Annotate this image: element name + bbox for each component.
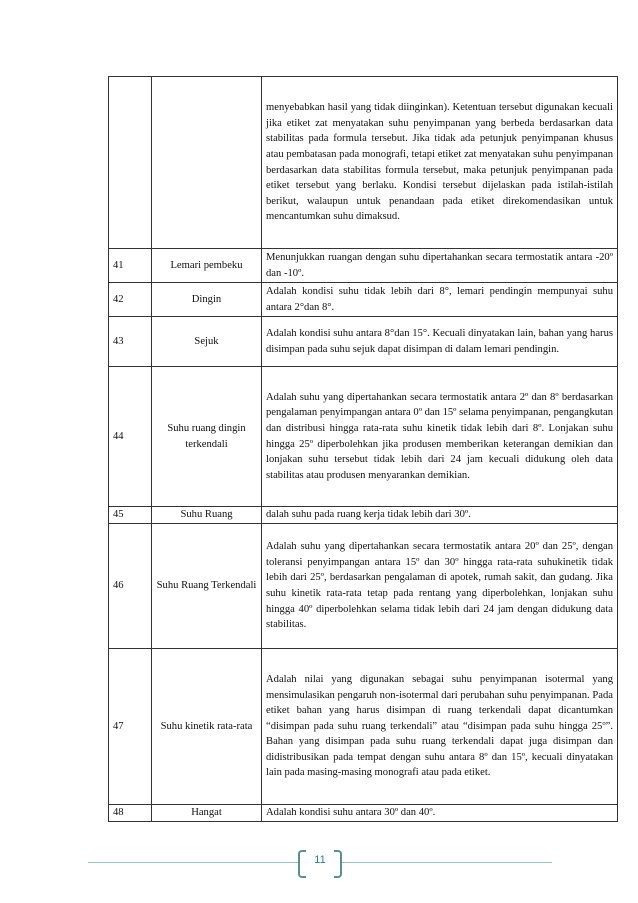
row-number: 42 [109, 283, 152, 317]
row-number: 43 [109, 317, 152, 367]
table-row [109, 524, 618, 649]
row-description: Adalah nilai yang digunakan sebagai suhu penyimpanan isotermal yang mensimulasikan pengaruh non-isotermal dari perubahan suhu penyimpanan. Pada etiket bahan yang harus disimpan di ruang terkendali dapat dicantumkan “disimpan pada suhu ruang terkendali” atau “disimpan pada suhu hingga 25º”. Bahan yang disimpan pada suhu ruang terkendali dapat juga disimpan dan didistribusikan pada tempat dengan suhu antara 8º dan 15º, kecuali dinyatakan lain pada masing-masing monografi atau pada etiket. [262, 649, 618, 805]
row-term: Hangat [152, 805, 262, 822]
row-description: Adalah suhu yang dipertahankan secara termostatik antara 2º dan 8º berdasarkan pengalaman penyimpangan antara 0º dan 15º selama penyimpanan, pengangkutan dan distribusi hingga rata-rata suhu kinetik tidak lebih dari 8º. Lonjakan suhu hingga 25º diperbolehkan jika produsen memberikan keterangan demikian dan lonjakan suhu tersebut tidak lebih dari 24 jam kecuali didukung oleh data stabilitas atau produsen menyarankan demikian. [262, 367, 618, 507]
row-term: Dingin [152, 283, 262, 317]
table-row [109, 317, 618, 367]
row-term [152, 77, 262, 249]
row-term: Suhu Ruang Terkendali [152, 524, 262, 649]
row-term: Suhu Ruang [152, 507, 262, 524]
definitions-table [108, 76, 618, 822]
row-number [109, 77, 152, 249]
page-footer [0, 848, 638, 878]
left-bracket-icon [298, 850, 306, 878]
row-number: 41 [109, 249, 152, 283]
row-description: Adalah suhu yang dipertahankan secara termostatik antara 20º dan 25º, dengan toleransi penyimpangan antara 15º dan 30º hingga rata-rata suhukinetik tidak lebih dari 25º, berdasarkan pengalaman di apotek, rumah sakit, dan gudang. Jika suhu kinetik rata-rata tetap pada rentang yang diperbolehkan, lonjakan suhu hingga 40º diperbolehkan selama tidak lebih dari 24 jam dengan didukung data stabilitas. [262, 524, 618, 649]
row-term: Lemari pembeku [152, 249, 262, 283]
row-description: Adalah kondisi suhu tidak lebih dari 8°, lemari pendingin mempunyai suhu antara 2°dan 8°. [262, 283, 618, 317]
row-description: menyebabkan hasil yang tidak diinginkan). Ketentuan tersebut digunakan kecuali jika etiket zat menyatakan suhu penyimpanan yang berbeda berdasarkan data stabilitas pada formula tersebut. Jika tidak ada petunjuk penyimpanan khusus atau pembatasan pada monografi, tetapi etiket zat menyatakan suhu penyimpanan berdasarkan data stabilitas formula tersebut, maka petunjuk penyimpanan pada etiket tersebut yang berlaku. Kondisi tersebut dijelaskan pada istilah-istilah berikut, walaupun untuk penandaan pada etiket direkomendasikan untuk mencantumkan suhu dimaksud. [262, 77, 618, 249]
table-row [109, 649, 618, 805]
row-description: Menunjukkan ruangan dengan suhu dipertahankan secara termostatik antara -20º dan -10º. [262, 249, 618, 283]
table-row [109, 283, 618, 317]
row-number: 46 [109, 524, 152, 649]
row-term: Suhu kinetik rata-rata [152, 649, 262, 805]
row-description: Adalah kondisi suhu antara 8°dan 15°. Kecuali dinyatakan lain, bahan yang harus disimpan pada suhu sejuk dapat disimpan di dalam lemari pendingin. [262, 317, 618, 367]
row-term: Suhu ruang dingin terkendali [152, 367, 262, 507]
row-description: dalah suhu pada ruang kerja tidak lebih dari 30º. [262, 507, 618, 524]
table-row [109, 805, 618, 822]
row-description: Adalah kondisi suhu antara 30º dan 40º. [262, 805, 618, 822]
table-row [109, 507, 618, 524]
row-number: 48 [109, 805, 152, 822]
page-number: 11 [314, 854, 326, 866]
right-bracket-icon [334, 850, 342, 878]
table-row [109, 249, 618, 283]
row-number: 45 [109, 507, 152, 524]
row-number: 47 [109, 649, 152, 805]
footer-divider-right [342, 862, 552, 863]
table-row [109, 77, 618, 249]
table-row [109, 367, 618, 507]
row-number: 44 [109, 367, 152, 507]
row-term: Sejuk [152, 317, 262, 367]
footer-divider-left [88, 862, 298, 863]
